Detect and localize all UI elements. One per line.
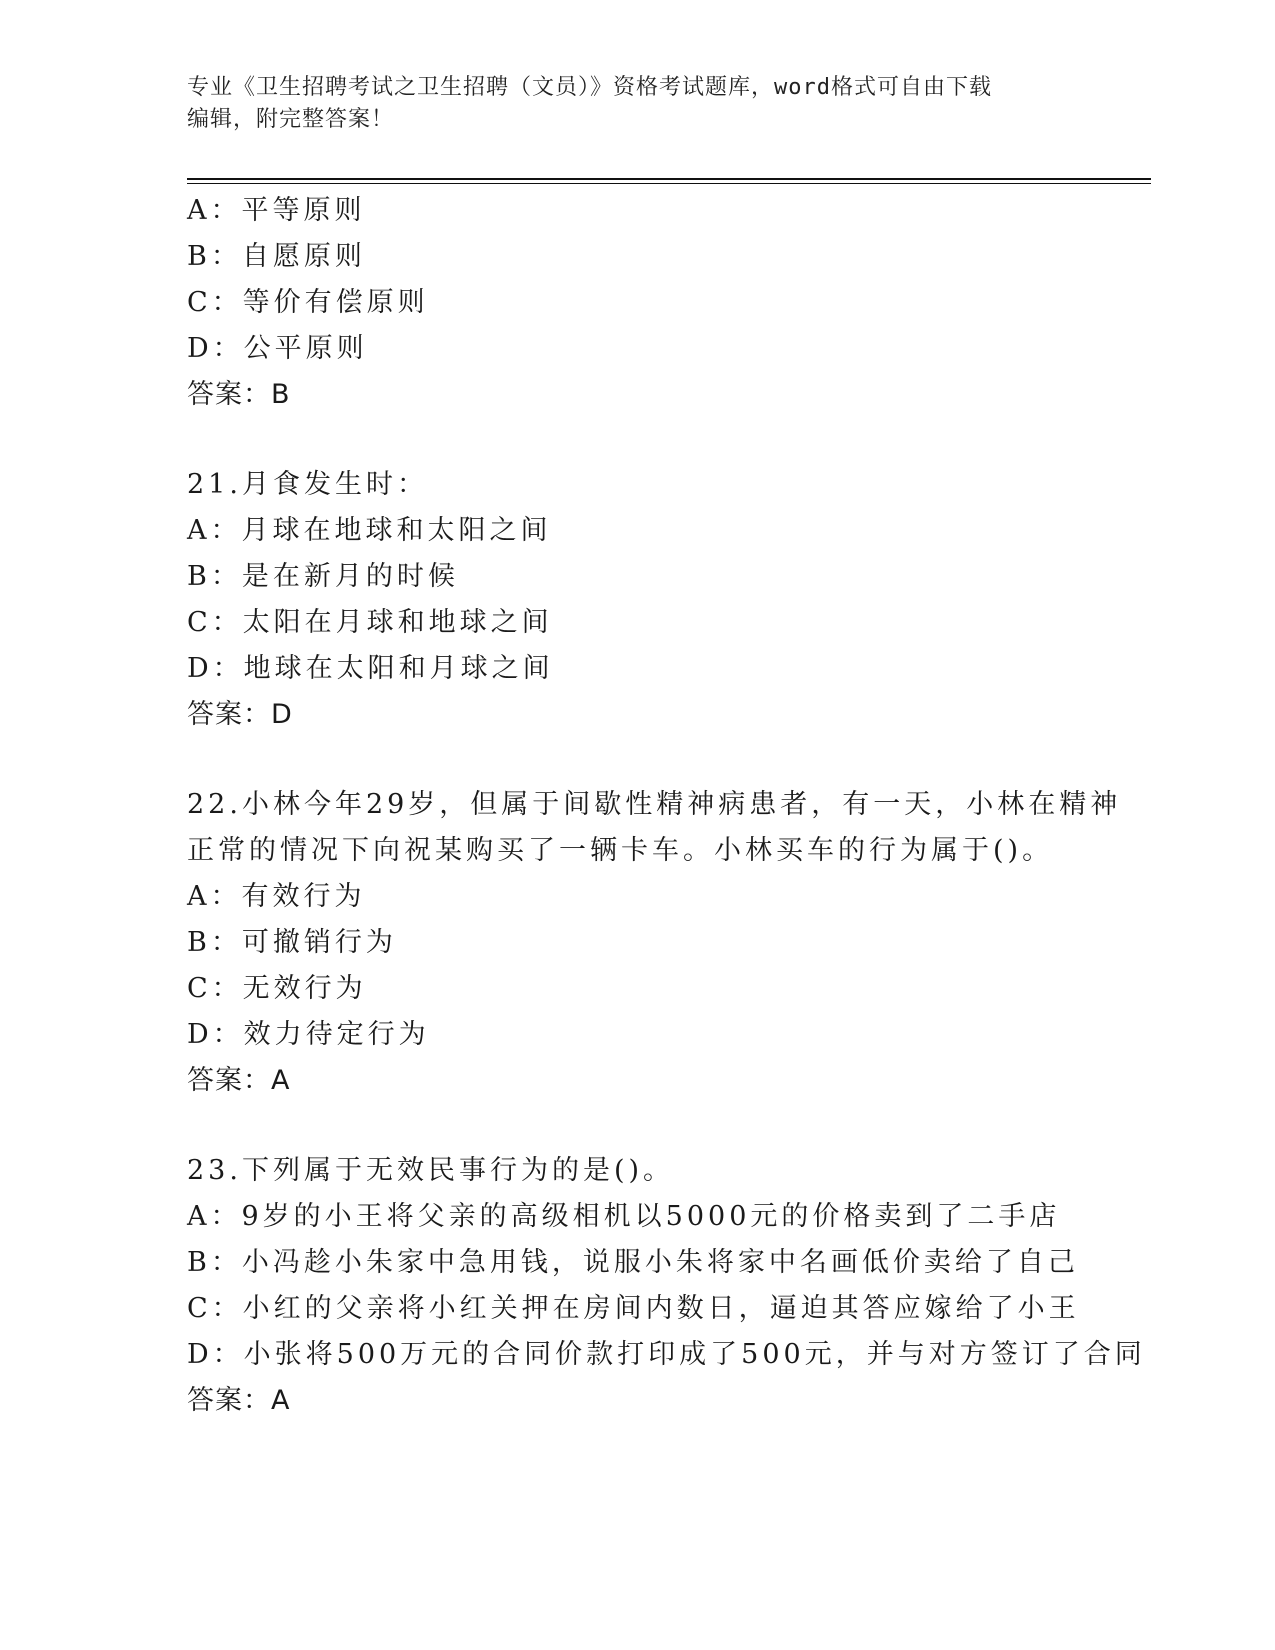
option-d: D：公平原则 — [187, 333, 368, 364]
option-a: A：有效行为 — [187, 881, 366, 912]
option-d: D：地球在太阳和月球之间 — [187, 653, 554, 684]
option-b: B：可撤销行为 — [187, 927, 397, 958]
option-b: B：是在新月的时候 — [187, 561, 459, 592]
option-a: A：9岁的小王将父亲的高级相机以5000元的价格卖到了二手店 — [187, 1201, 1061, 1232]
option-d: D：效力待定行为 — [187, 1019, 430, 1050]
header-divider-thick — [187, 178, 1151, 180]
question-block-22 — [187, 782, 1147, 1104]
question-block-21 — [187, 462, 1147, 738]
option-a: A：平等原则 — [187, 195, 366, 226]
header-divider-thin — [187, 183, 1151, 184]
option-b: B：自愿原则 — [187, 241, 366, 272]
option-c: C：等价有偿原则 — [187, 287, 429, 318]
question-list — [187, 188, 1147, 1424]
answer-label: 答案：A — [187, 1385, 291, 1416]
option-c: C：无效行为 — [187, 973, 367, 1004]
document-header — [187, 72, 1087, 136]
option-d: D：小张将500万元的合同价款打印成了500元，并与对方签订了合同 — [187, 1339, 1146, 1370]
header-line-2: 编辑，附完整答案！ — [187, 107, 395, 132]
option-c: C：小红的父亲将小红关押在房间内数日，逼迫其答应嫁给了小王 — [187, 1293, 1080, 1324]
answer-label: 答案：D — [187, 699, 293, 730]
option-a: A：月球在地球和太阳之间 — [187, 515, 552, 546]
answer-label: 答案：A — [187, 1065, 291, 1096]
question-text-line-2: 正常的情况下向祝某购买了一辆卡车。小林买车的行为属于()。 — [187, 835, 1054, 866]
header-line-1: 专业《卫生招聘考试之卫生招聘（文员）》资格考试题库，word格式可自由下载 — [187, 75, 992, 100]
question-block-23 — [187, 1148, 1147, 1424]
option-b: B：小冯趁小朱家中急用钱，说服小朱将家中名画低价卖给了自己 — [187, 1247, 1079, 1278]
question-text: 21.月食发生时： — [187, 469, 428, 500]
question-text: 23.下列属于无效民事行为的是()。 — [187, 1155, 675, 1186]
question-block-20 — [187, 188, 1147, 418]
answer-label: 答案：B — [187, 379, 291, 410]
question-text-line-1: 22.小林今年29岁，但属于间歇性精神病患者，有一天，小林在精神 — [187, 789, 1122, 820]
option-c: C：太阳在月球和地球之间 — [187, 607, 553, 638]
